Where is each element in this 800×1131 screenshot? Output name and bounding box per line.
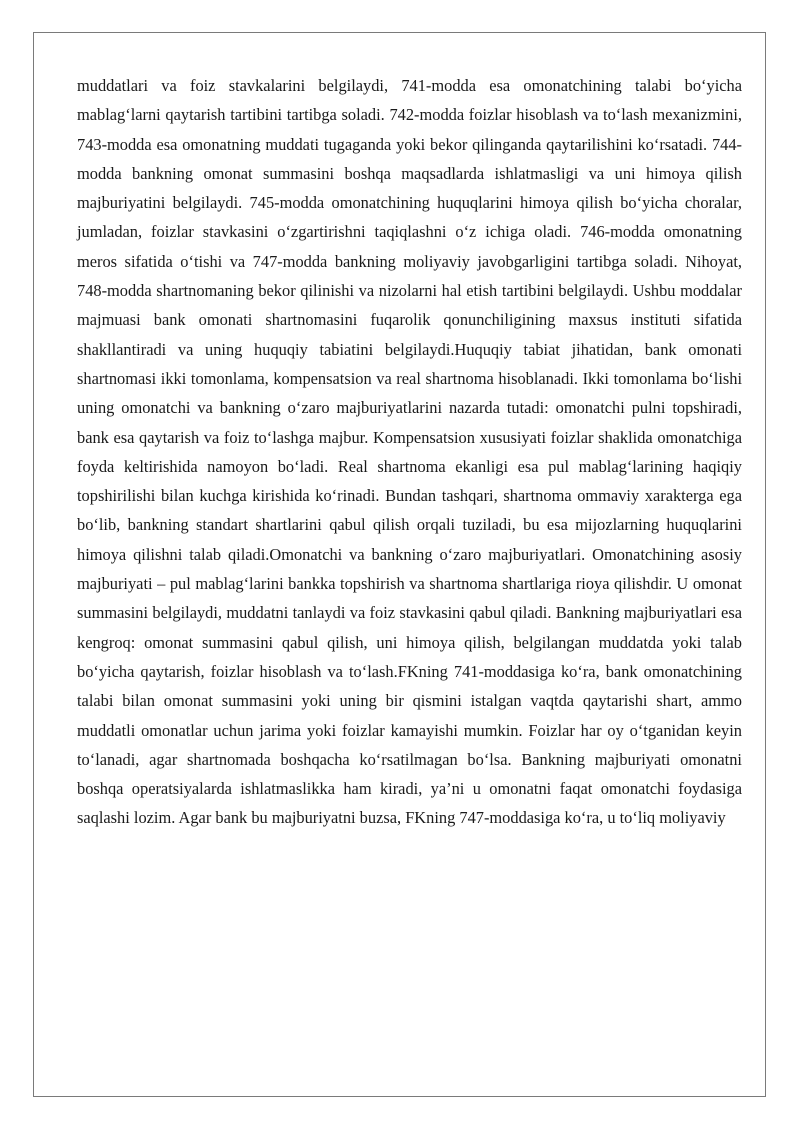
body-paragraph: muddatlari va foiz stavkalarini belgilaydi, 741-modda esa omonatchining talabi bo‘yicha mablag‘larni qaytarish tartibini tartibga soladi. 742-modda foizlar hisoblash va to‘lash mexanizmini, 743-modda esa omonatning muddati tugaganda yoki bekor qilinganda qaytarilishini ko‘rsatadi. 744-modda bankning omonat summasini boshqa maqsadlarda ishlatmasligi va uni himoya qilish majburiyatini belgilaydi. 745-modda omonatchining huquqlarini himoya qilish bo‘yicha choralar, jumladan, foizlar stavkasini o‘zgartirishni taqiqlashni o‘z ichiga oladi. 746-modda omonatning meros sifatida o‘tishi va 747-modda bankning moliyaviy javobgarligini tartibga soladi. Nihoyat, 748-modda shartnomaning bekor qilinishi va nizolarni hal etish tartibini belgilaydi. Ushbu moddalar majmuasi bank omonati shartnomasini fuqarolik qonunchiligining maxsus instituti sifatida shakllantiradi va uning huquqiy tabiatini belgilaydi.Huquqiy tabiat jihatidan, bank omonati shartnomasi ikki tomonlama, kompensatsion va real shartnoma hisoblanadi. Ikki tomonlama bo‘lishi uning omonatchi va bankning o‘zaro majburiyatlarini nazarda tutadi: omonatchi pulni topshiradi, bank esa qaytarish va foiz to‘lashga majbur. Kompensatsion xususiyati foizlar shaklida omonatchiga foyda keltirishida namoyon bo‘ladi. Real shartnoma ekanligi esa pul mablag‘larining haqiqiy topshirilishi bilan kuchga kirishida ko‘rinadi. Bundan tashqari, shartnoma ommaviy xarakterga ega bo‘lib, bankning standart shartlarini qabul qilish orqali tuziladi, bu esa mijozlarning huquqlarini himoya qilishni talab qiladi.Omonatchi va bankning o‘zaro majburiyatlari. Omonatchining asosiy majburiyati – pul mablag‘larini bankka topshirish va shartnoma shartlariga rioya qilishdir. U omonat summasini belgilaydi, muddatni tanlaydi va foiz stavkasini qabul qiladi. Bankning majburiyatlari esa kengroq: omonat summasini qabul qilish, uni himoya qilish, belgilangan muddatda yoki talab bo‘yicha qaytarish, foizlar hisoblash va to‘lash.FKning 741-moddasiga ko‘ra, bank omonatchining talabi bilan omonat summasini yoki uning bir qismini istalgan vaqtda qaytarishi shart, ammo muddatli omonatlar uchun jarima yoki foizlar kamayishi mumkin. Foizlar har oy o‘tganidan keyin to‘lanadi, agar shartnomada boshqacha ko‘rsatilmagan bo‘lsa. Bankning majburiyati omonatni boshqa operatsiyalarda ishlatmaslikka ham kiradi, ya’ni u omonatni faqat omonatchi foydasiga saqlashi lozim. Agar bank bu majburiyatni buzsa, FKning 747-moddasiga ko‘ra, u to‘liq moliyaviy xyxy=(77,76,742,828)
